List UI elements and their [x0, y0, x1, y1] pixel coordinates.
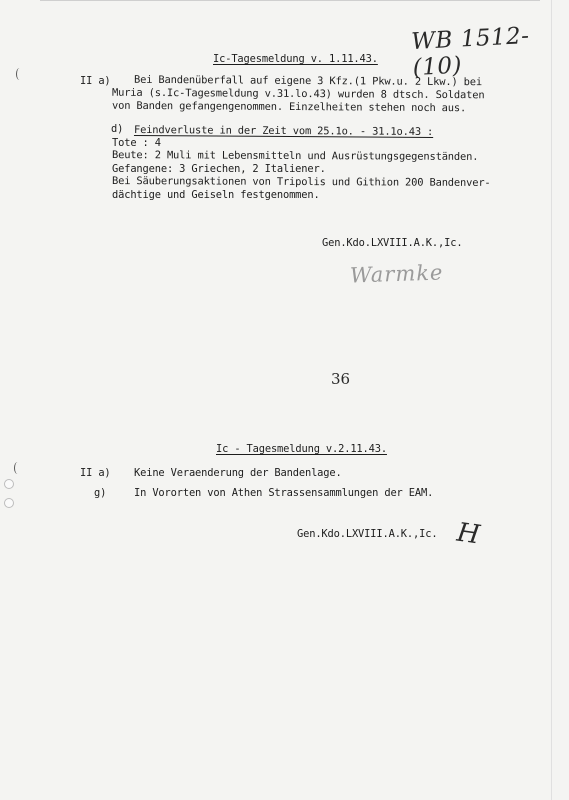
report2-item-1-label: II a) — [80, 467, 111, 479]
report2-title: Ic - Tagesmeldung v.2.11.43. — [216, 443, 387, 455]
report1-signature-block: Gen.Kdo.LXVIII.A.K.,Ic. — [322, 237, 463, 249]
report1-section-a-label: II a) — [80, 75, 111, 87]
report1-d-line-3: Gefangene: 3 Griechen, 2 Italiener. — [112, 163, 326, 175]
report2-signature-block: Gen.Kdo.LXVIII.A.K.,Ic. — [297, 528, 438, 540]
report1-handwritten-signature: Warmke — [349, 260, 444, 288]
top-border-line — [40, 0, 540, 1]
report1-d-line-1: Tote : 4 — [112, 137, 161, 149]
punch-hole-lower — [4, 498, 14, 508]
archive-mark: WB 1512-(10) — [410, 22, 531, 82]
punch-hole-upper — [4, 479, 14, 489]
page-number: 36 — [331, 370, 351, 388]
report2-item-2-label: g) — [94, 487, 107, 499]
margin-bracket-bottom — [14, 462, 21, 474]
report1-d-line-2: Beute: 2 Muli mit Lebensmitteln und Ausrüstungsgegenständen. — [111, 149, 479, 163]
report1-d-heading: Feindverluste in der Zeit vom 25.1o. - 31.1o.43 : — [133, 123, 434, 139]
report1-d-line-5: dächtige und Geiseln festgenommen. — [112, 189, 320, 201]
report2-item-1-text: Keine Veraenderung der Bandenlage. — [134, 467, 342, 479]
report1-a-line-1: Bei Bandenüberfall auf eigene 3 Kfz.(1 Pkw.u. 2 Lkw.) bei — [133, 73, 483, 89]
report1-d-line-4: Bei Säuberungsaktionen von Tripolis und Githion 200 Bandenver- — [111, 175, 491, 189]
report2-item-2-text: In Vororten von Athen Strassensammlungen der EAM. — [134, 487, 434, 499]
report1-a-line-2: Muria (s.Ic-Tagesmeldung v.31.lo.43) wurden 8 dtsch. Soldaten — [111, 86, 485, 102]
right-border-line — [551, 0, 552, 800]
report1-section-d-label: d) — [111, 123, 124, 135]
report1-a-line-3: von Banden gefangengenommen. Einzelheiten stehen noch aus. — [111, 99, 467, 115]
report2-initials: H — [455, 517, 482, 551]
report1-title: Ic-Tagesmeldung v. 1.11.43. — [213, 53, 378, 65]
margin-bracket-top — [16, 68, 23, 80]
